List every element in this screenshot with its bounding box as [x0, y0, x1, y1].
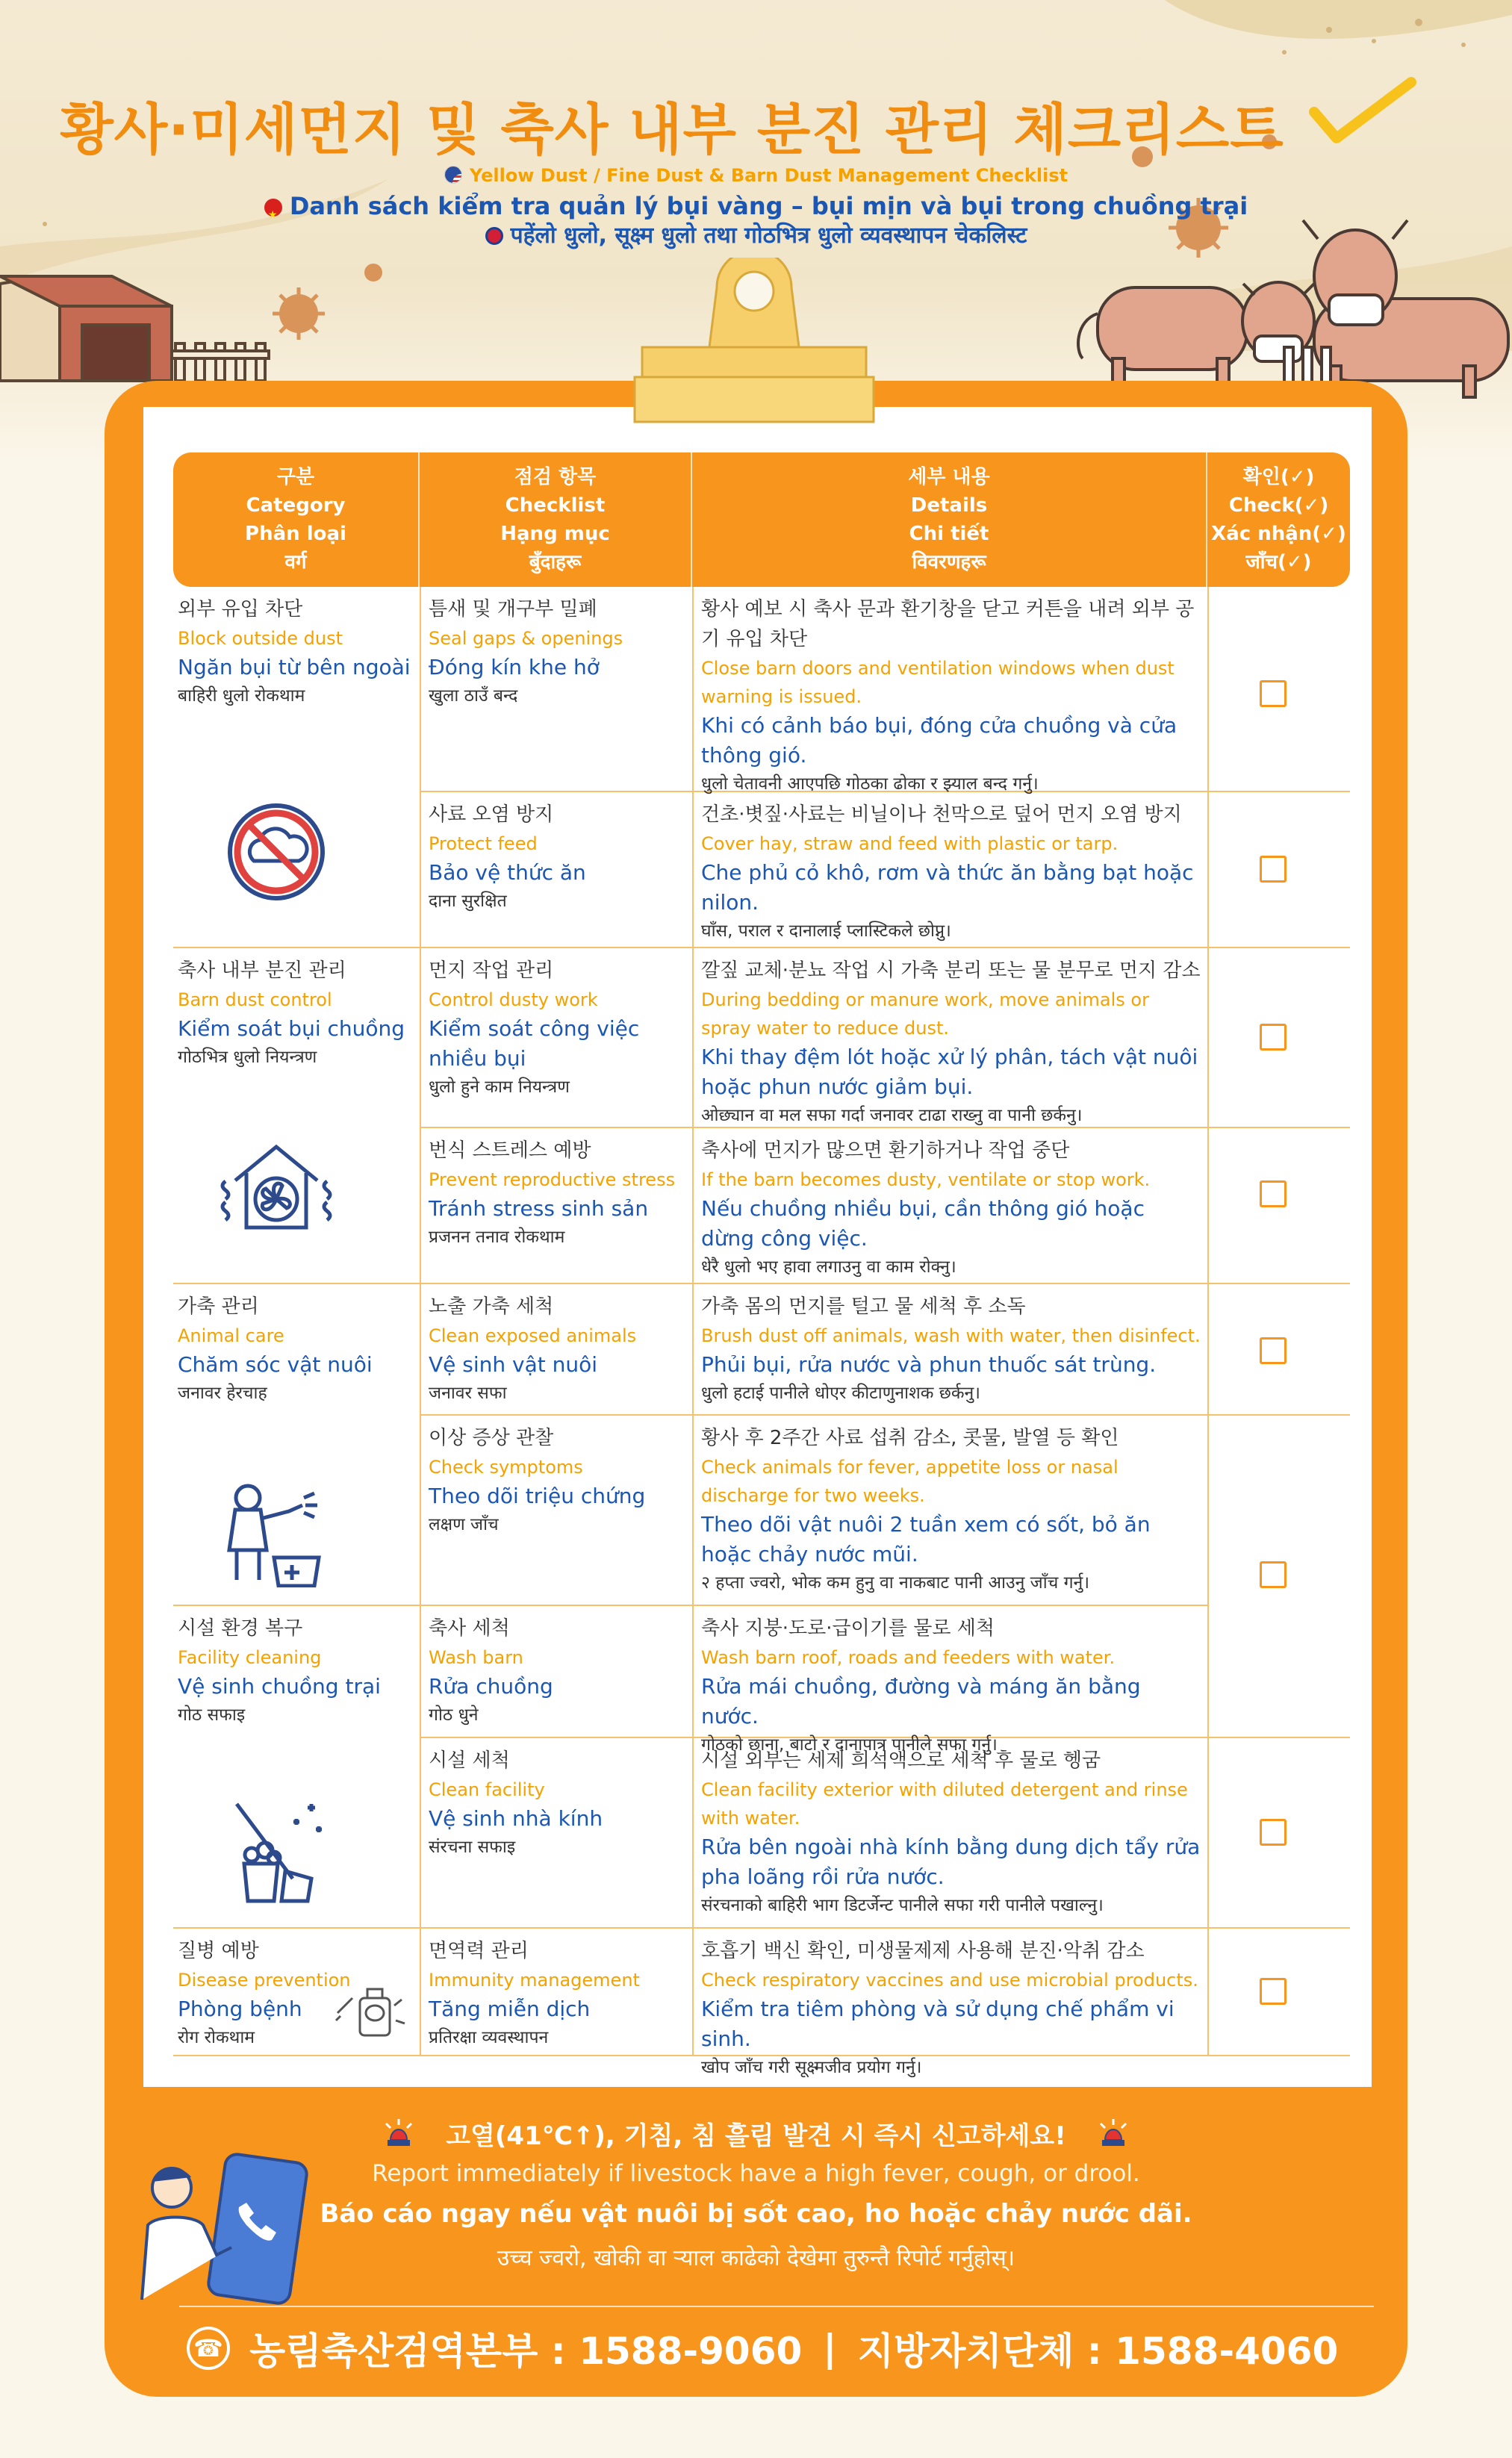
- phone-icon: ☎: [187, 2327, 230, 2370]
- page-title: 황사·미세먼지 및 축사 내부 분진 관리 체크리스트: [60, 98, 1284, 162]
- alert-en: Report immediately if livestock have a high fever, cough, or drool.: [372, 2160, 1140, 2187]
- detail-ne: खोप जाँच गरी सूक्ष्मजीव प्रयोग गर्नु।: [701, 2058, 922, 2077]
- detail-en: Wash barn roof, roads and feeders with water.: [701, 1647, 1116, 1668]
- header-category-ko: 구분: [276, 466, 315, 488]
- header-check-ko: 확인(✓): [1242, 466, 1315, 488]
- detail-vi: Khi có cảnh báo bụi, đóng cửa chuồng và cửa thông gió.: [701, 713, 1177, 768]
- item-en: Protect feed: [429, 833, 538, 854]
- category-en: Block outside dust: [178, 628, 343, 649]
- item-cell: [429, 587, 690, 709]
- detail-ne: ओछ्यान वा मल सफा गर्दा जनावर टाढा राख्नु वा पानी छर्कनु।: [701, 1106, 1083, 1125]
- category-ne: बाहिरी धुलो रोकथाम: [178, 686, 305, 706]
- check-box[interactable]: [1260, 1024, 1287, 1051]
- subtitle-vi-text: Danh sách kiểm tra quản lý bụi vàng – bụi mịn và bụi trong chuồng trại: [289, 192, 1248, 220]
- subtitle-vi: [0, 191, 1512, 221]
- barn-icon: [0, 276, 269, 381]
- item-en: Prevent reproductive stress: [429, 1169, 676, 1190]
- item-cell: [429, 1738, 690, 1861]
- detail-vi: Rửa mái chuồng, đường và máng ăn bằng nước.: [701, 1674, 1141, 1729]
- detail-ko: 가축 몸의 먼지를 털고 물 세척 후 소독: [701, 1295, 1026, 1318]
- header-checklist-ne: बुँदाहरू: [529, 551, 582, 573]
- header-checklist: [420, 452, 692, 587]
- clipboard-clip-icon: [627, 258, 881, 429]
- item-vi: Theo dõi triệu chứng: [429, 1484, 646, 1508]
- item-cell: [429, 1128, 690, 1251]
- checklist-table: [173, 452, 1350, 2077]
- category-ne: रोग रोकथाम: [178, 2028, 255, 2047]
- check-box[interactable]: [1260, 1561, 1287, 1588]
- detail-ko: 호흡기 백신 확인, 미생물제제 사용해 분진·악취 감소: [701, 1940, 1145, 1962]
- item-en: Immunity management: [429, 1970, 640, 1991]
- item-ko: 축사 세척: [429, 1617, 510, 1640]
- item-cell: [429, 1284, 690, 1407]
- category-vi: Kiểm soát bụi chuồng: [178, 1016, 405, 1041]
- footer-divider: [179, 2306, 1374, 2307]
- item-cell: [429, 948, 690, 1101]
- item-en: Control dusty work: [429, 989, 598, 1010]
- category-ne: गोठ सफाइ: [178, 1705, 246, 1725]
- item-en: Wash barn: [429, 1647, 523, 1668]
- category-ko: 질병 예방: [178, 1940, 259, 1962]
- alert-vi: Báo cáo ngay nếu vật nuôi bị sốt cao, ho hoặc chảy nước dãi.: [320, 2199, 1192, 2229]
- category-ne: गोठभित्र धुलो नियन्त्रण: [178, 1048, 317, 1067]
- detail-cell: [701, 587, 1201, 797]
- siren-icon: [1098, 2118, 1129, 2147]
- grid-line: [692, 587, 694, 2055]
- category-en: Animal care: [178, 1325, 284, 1346]
- item-vi: Đóng kín khe hở: [429, 655, 600, 679]
- detail-en: Cover hay, straw and feed with plastic or tarp.: [701, 833, 1119, 854]
- detail-en: Clean facility exterior with diluted detergent and rinse with water.: [701, 1779, 1188, 1829]
- item-vi: Kiểm soát công việc nhiều bụi: [429, 1016, 640, 1071]
- detail-en: Close barn doors and ventilation windows when dust warning is issued.: [701, 658, 1175, 707]
- item-vi: Vệ sinh nhà kính: [429, 1806, 603, 1831]
- check-box[interactable]: [1260, 1180, 1287, 1207]
- detail-en: Brush dust off animals, wash with water, then disinfect.: [701, 1325, 1201, 1346]
- header-category-en: Category: [246, 494, 346, 517]
- detail-vi: Rửa bên ngoài nhà kính bằng dung dịch tẩy rửa pha loãng rồi rửa nước.: [701, 1835, 1201, 1889]
- subtitle-en-text: Yellow Dust / Fine Dust & Barn Dust Management Checklist: [469, 165, 1068, 186]
- nepal-flag-icon: [485, 227, 503, 245]
- item-vi: Rửa chuồng: [429, 1674, 553, 1699]
- item-vi: Vệ sinh vật nuôi: [429, 1352, 598, 1377]
- detail-ko: 황사 예보 시 축사 문과 환기창을 닫고 커튼을 내려 외부 공기 유입 차단: [701, 598, 1195, 650]
- detail-cell: [701, 948, 1201, 1129]
- hotline-quarantine[interactable]: 농림축산검역본부 : 1588-9060: [249, 2330, 803, 2373]
- header-checklist-en: Checklist: [505, 494, 606, 517]
- detail-ko: 축사에 먼지가 많으면 환기하거나 작업 중단: [701, 1139, 1070, 1162]
- detail-cell: [701, 1128, 1201, 1281]
- header-category-ne: वर्ग: [284, 551, 307, 573]
- item-cell: [429, 792, 690, 915]
- item-vi: Tránh stress sinh sản: [429, 1196, 649, 1221]
- alert-ne: उच्च ज्वरो, खोकी वा र्‍याल काढेको देखेमा तुरुन्तै रिपोर्ट गर्नुहोस्।: [497, 2245, 1015, 2271]
- item-ne: लक्षण जाँच: [429, 1515, 499, 1534]
- item-ne: प्रतिरक्षा व्यवस्थापन: [429, 2028, 549, 2047]
- detail-cell: [701, 1606, 1201, 1758]
- table-header: [173, 452, 1350, 587]
- barn-fan-icon: [217, 1139, 336, 1236]
- category-cell: [178, 587, 417, 709]
- category-cell: [178, 1606, 417, 1729]
- no-dust-icon: [224, 800, 329, 904]
- check-box[interactable]: [1260, 1819, 1287, 1846]
- detail-ne: २ हप्ता ज्वरो, भोक कम हुनु वा नाकबाट पानी आउनु जाँच गर्नु।: [701, 1573, 1090, 1593]
- grid-line: [420, 587, 421, 2055]
- detail-ko: 깔짚 교체·분뇨 작업 시 가축 분리 또는 물 분무로 먼지 감소: [701, 959, 1201, 982]
- check-box[interactable]: [1260, 680, 1287, 707]
- grid-line: [1207, 587, 1209, 2055]
- detail-en: Check animals for fever, appetite loss or nasal discharge for two weeks.: [701, 1457, 1119, 1506]
- detail-vi: Nếu chuồng nhiều bụi, cần thông gió hoặc dừng công việc.: [701, 1196, 1145, 1251]
- detail-ko: 축사 지붕·도로·급이기를 물로 세척: [701, 1617, 995, 1640]
- item-ko: 사료 오염 방지: [429, 803, 554, 826]
- item-ko: 먼지 작업 관리: [429, 959, 554, 982]
- item-ne: संरचना सफाइ: [429, 1838, 516, 1857]
- item-ko: 시설 세척: [429, 1749, 510, 1772]
- hotline-separator: |: [823, 2327, 837, 2370]
- item-ne: धुलो हुने काम नियन्त्रण: [429, 1077, 570, 1097]
- detail-cell: [701, 1284, 1201, 1407]
- vietnam-flag-icon: [264, 199, 282, 217]
- detail-en: During bedding or manure work, move animals or spray water to reduce dust.: [701, 989, 1149, 1039]
- alert-ko: [0, 2115, 1512, 2152]
- header-check-en: Check(✓): [1228, 494, 1329, 517]
- category-vi: Ngăn bụi từ bên ngoài: [178, 655, 411, 679]
- detail-ne: गोठको छाना, बाटो र दानापात्र पानीले सफा गर्नु।: [701, 1735, 998, 1755]
- category-cell: [178, 948, 417, 1071]
- grid-line: [1207, 1414, 1350, 1416]
- vaccine-cow-icon: [330, 1976, 412, 2043]
- detail-vi: Che phủ cỏ khô, rơm và thức ăn bằng bạt hoặc nilon.: [701, 860, 1194, 915]
- header-category-vi: Phân loại: [245, 523, 346, 545]
- header-details-ne: विवरणहरू: [912, 551, 986, 573]
- cleaning-bucket-icon: [222, 1796, 341, 1908]
- alert-ko-text: 고열(41℃↑), 기침, 침 흘림 발견 시 즉시 신고하세요!: [446, 2121, 1066, 2151]
- hotline-local-government[interactable]: 지방자치단체 : 1588-4060: [857, 2330, 1339, 2373]
- item-vi: Bảo vệ thức ăn: [429, 860, 586, 885]
- detail-vi: Khi thay đệm lót hoặc xử lý phân, tách vật nuôi hoặc phun nước giảm bụi.: [701, 1045, 1198, 1099]
- item-cell: [429, 1416, 690, 1538]
- detail-en: If the barn becomes dusty, ventilate or stop work.: [701, 1169, 1151, 1190]
- item-ko: 이상 증상 관찰: [429, 1427, 554, 1449]
- category-ko: 시설 환경 복구: [178, 1617, 303, 1640]
- header-check-ne: जाँच(✓): [1245, 551, 1312, 573]
- detail-cell: [701, 1929, 1201, 2081]
- header-details: [692, 452, 1207, 587]
- subtitle-ne: [0, 223, 1512, 249]
- check-box[interactable]: [1260, 1337, 1287, 1364]
- item-en: Seal gaps & openings: [429, 628, 623, 649]
- category-en: Facility cleaning: [178, 1647, 322, 1668]
- check-box[interactable]: [1260, 856, 1287, 883]
- item-ko: 틈새 및 개구부 밀폐: [429, 598, 597, 620]
- item-ne: गोठ धुने: [429, 1705, 479, 1725]
- item-ko: 노출 가축 세척: [429, 1295, 554, 1318]
- category-vi: Vệ sinh chuồng trại: [178, 1674, 381, 1699]
- header-check: [1207, 452, 1350, 587]
- header-checklist-vi: Hạng mục: [500, 523, 610, 545]
- header-checklist-ko: 점검 항목: [514, 466, 597, 488]
- category-ne: जनावर हेरचाह: [178, 1384, 267, 1403]
- header-check-vi: Xác nhận(✓): [1211, 523, 1346, 545]
- siren-icon: [383, 2118, 414, 2147]
- detail-ko: 황사 후 2주간 사료 섭취 감소, 콧물, 발열 등 확인: [701, 1427, 1119, 1449]
- detail-vi: Kiểm tra tiêm phòng và sử dụng chế phẩm vi sinh.: [701, 1997, 1175, 2051]
- item-en: Clean facility: [429, 1779, 545, 1800]
- detail-vi: Theo dõi vật nuôi 2 tuần xem có sốt, bỏ ăn hoặc chảy nước mũi.: [701, 1512, 1151, 1566]
- disinfection-worker-icon: [214, 1475, 341, 1587]
- detail-cell: [701, 1738, 1201, 1919]
- check-box[interactable]: [1260, 1978, 1287, 2005]
- table-body: [173, 587, 1350, 2077]
- subtitle-ne-text: पहेंलो धुलो, सूक्ष्म धुलो तथा गोठभित्र धुलो व्यवस्थापन चेकलिस्ट: [510, 223, 1027, 249]
- item-ne: प्रजनन तनाव रोकथाम: [429, 1228, 565, 1247]
- item-en: Check symptoms: [429, 1457, 583, 1478]
- header-details-vi: Chi tiết: [909, 523, 989, 545]
- detail-ne: संरचनाको बाहिरी भाग डिटर्जेन्ट पानीले सफा गरी पानीले पखाल्नु।: [701, 1896, 1104, 1915]
- detail-ko: 건초·볏짚·사료는 비닐이나 천막으로 덮어 먼지 오염 방지: [701, 803, 1182, 826]
- item-ko: 면역력 관리: [429, 1940, 529, 1962]
- detail-vi: Phủi bụi, rửa nước và phun thuốc sát trùng.: [701, 1352, 1157, 1377]
- item-ko: 번식 스트레스 예방: [429, 1139, 591, 1162]
- item-ne: दाना सुरक्षित: [429, 892, 507, 911]
- item-cell: [429, 1606, 690, 1729]
- item-vi: Tăng miễn dịch: [429, 1997, 591, 2021]
- detail-ne: घाँस, पराल र दानालाई प्लास्टिकले छोप्नु।: [701, 921, 951, 941]
- detail-cell: [701, 1416, 1201, 1596]
- category-en: Disease prevention: [178, 1970, 351, 1991]
- detail-ne: धुलो हटाई पानीले धोएर कीटाणुनाशक छर्कनु।: [701, 1384, 980, 1403]
- detail-ne: धुलो चेतावनी आएपछि गोठका ढोका र झ्याल बन्द गर्नु।: [701, 774, 1039, 794]
- header-category: [173, 452, 420, 587]
- category-cell: [178, 1284, 417, 1407]
- us-flag-icon: [444, 166, 462, 184]
- category-ko: 외부 유입 차단: [178, 598, 303, 620]
- category-en: Barn dust control: [178, 989, 332, 1010]
- item-cell: [429, 1929, 690, 2051]
- category-vi: Phòng bệnh: [178, 1997, 302, 2021]
- header-details-ko: 세부 내용: [908, 466, 990, 488]
- category-vi: Chăm sóc vật nuôi: [178, 1352, 373, 1377]
- item-ne: खुला ठाउँ बन्द: [429, 686, 518, 706]
- subtitle-en: [0, 161, 1512, 190]
- item-en: Clean exposed animals: [429, 1325, 637, 1346]
- category-ko: 축사 내부 분진 관리: [178, 959, 346, 982]
- detail-cell: [701, 792, 1201, 945]
- detail-ne: धेरै धुलो भए हावा लगाउनु वा काम रोक्नु।: [701, 1257, 956, 1277]
- category-ko: 가축 관리: [178, 1295, 259, 1318]
- header-details-en: Details: [910, 494, 988, 517]
- hotline-bar: [187, 2322, 1381, 2374]
- detail-ko: 시설 외부는 세제 희석액으로 세척 후 물로 헹굼: [701, 1749, 1101, 1772]
- detail-en: Check respiratory vaccines and use microbial products.: [701, 1970, 1198, 1991]
- item-ne: जनावर सफा: [429, 1384, 507, 1403]
